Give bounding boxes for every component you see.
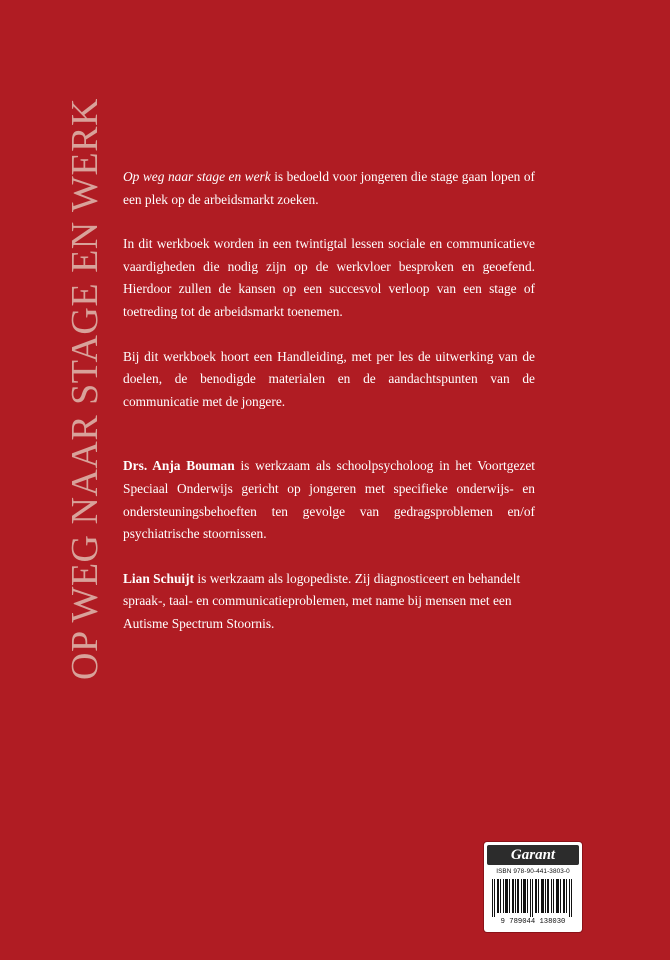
lessons-paragraph: In dit werkboek worden in een twintigtal lessen sociale en communicatieve vaardigheden die nodig zijn op de werkvloer besproken en geoefend. Hierdoor zullen de kansen op een succesvol verloop van een stage of toetreding tot de arbeidsmarkt toenemen. xyxy=(123,236,535,319)
isbn-badge xyxy=(484,842,582,932)
intro-rest: is bedoeld voor jongeren die stage gaan lopen of een plek op de arbeidsmarkt zoeken. xyxy=(123,169,535,207)
manual-paragraph: Bij dit werkboek hoort een Handleiding, met per les de uitwerking van de doelen, de benodigde materialen en de aandachtspunten van de communicatie met de jongere. xyxy=(123,348,535,409)
intro-paragraph xyxy=(123,166,535,211)
author-bio-2 xyxy=(123,568,535,636)
author-bio-1 xyxy=(123,455,535,545)
barcode xyxy=(492,879,574,917)
barcode-digits: 9 789044 138030 xyxy=(500,918,566,926)
isbn-number: ISBN 978-90-441-3803-0 xyxy=(496,868,570,875)
author-text-1: is werkzaam als schoolpsycholoog in het Voortgezet Speciaal Onderwijs gericht op jongeren met specifieke onderwijs- en ondersteuningsbehoeften ten gevolge van gedragsproblemen en/of psychiatrische stoornissen. xyxy=(123,458,535,542)
book-title-italic: Op weg naar stage en werk xyxy=(123,169,271,184)
cover-blurb xyxy=(123,166,535,658)
spine-title-text: OP WEG NAAR STAGE EN WERK xyxy=(64,98,106,680)
author-name-1: Drs. Anja Bouman xyxy=(123,458,235,474)
spine-title xyxy=(58,98,112,680)
publisher-logo: Garant xyxy=(487,845,579,865)
author-text-2: is werkzaam als logopediste. Zij diagnosticeert en behandelt spraak-, taal- en communicatieproblemen, met name bij mensen met een Autisme Spectrum Stoornis. xyxy=(123,570,521,631)
author-name-2: Lian Schuijt xyxy=(123,570,195,586)
